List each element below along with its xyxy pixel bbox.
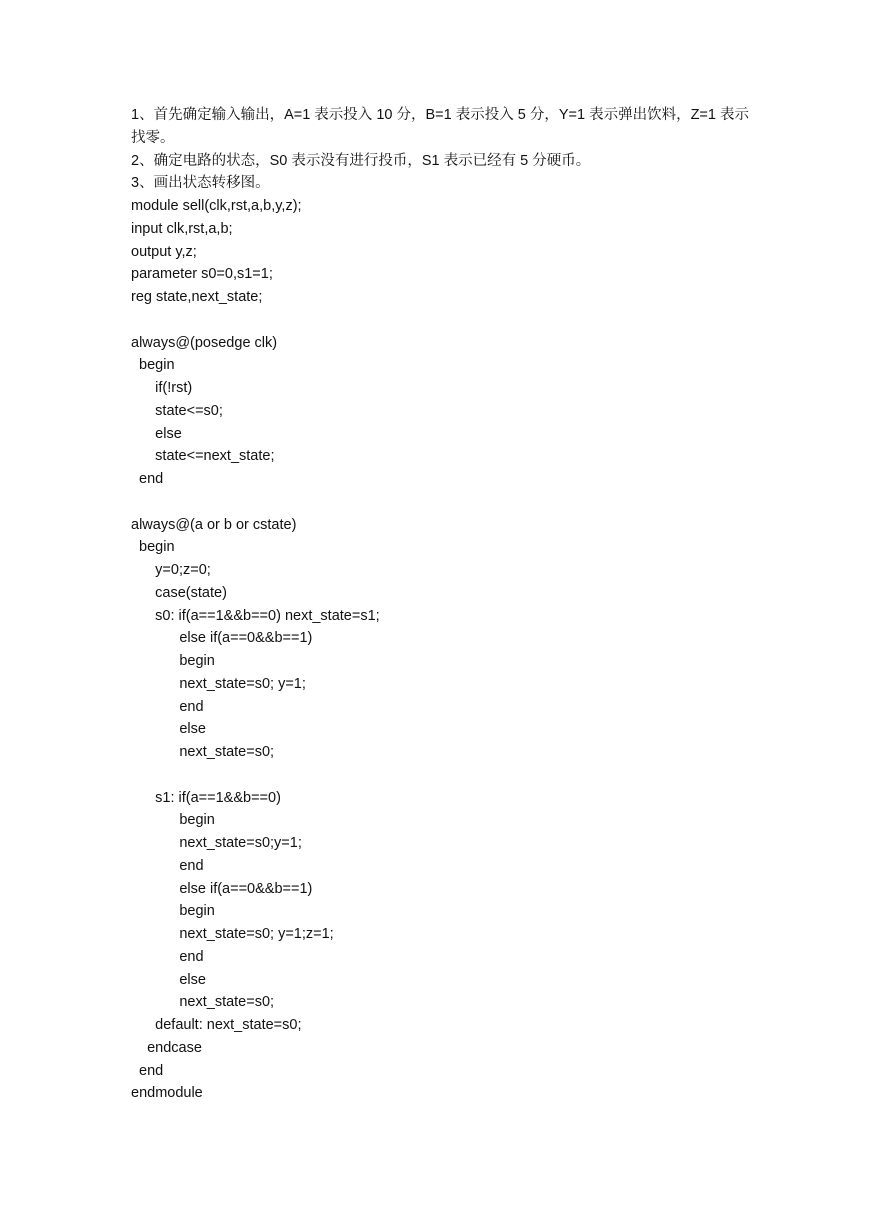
code-line: begin: [131, 812, 215, 829]
code-line: output y,z;: [131, 243, 197, 260]
code-line: endcase: [131, 1039, 202, 1056]
code-line: else if(a==0&&b==1): [131, 630, 313, 647]
note-line: 3、画出状态转移图。: [131, 175, 270, 192]
code-line: else if(a==0&&b==1): [131, 880, 313, 897]
code-line: endmodule: [131, 1085, 203, 1102]
code-line: input clk,rst,a,b;: [131, 220, 233, 237]
code-line: next_state=s0;y=1;: [131, 835, 302, 851]
code-line: s1: if(a==1&&b==0): [131, 789, 281, 806]
code-line: end: [131, 698, 204, 715]
code-line: end: [131, 1062, 164, 1079]
code-line: next_state=s0;: [131, 994, 275, 1011]
code-line: next_state=s0; y=1;: [131, 675, 306, 692]
code-line: reg state,next_state;: [131, 289, 263, 305]
code-line: if(!rst): [131, 380, 193, 396]
note-line: 2、确定电路的状态，S0 表示没有进行投币，S1 表示已经有 5 分硬币。: [131, 152, 591, 169]
code-line: state<=next_state;: [131, 448, 275, 465]
code-line: state<=s0;: [131, 402, 223, 419]
document-page: [131, 104, 751, 1105]
code-line: else: [131, 971, 206, 988]
code-line: next_state=s0; y=1;z=1;: [131, 926, 334, 942]
code-line: parameter s0=0,s1=1;: [131, 266, 273, 283]
code-line: y=0;z=0;: [131, 562, 211, 578]
code-line: next_state=s0;: [131, 744, 275, 760]
code-line: begin: [131, 357, 175, 374]
code-line: else: [131, 721, 206, 738]
code-line: [131, 309, 751, 332]
code-line: end: [131, 471, 164, 487]
code-line: s0: if(a==1&&b==0) next_state=s1;: [131, 607, 380, 624]
note-line: 1、首先确定输入输出，A=1 表示投入 10 分，B=1 表示投入 5 分，Y=1 表示弹出饮料，Z=1 表示找零。: [131, 107, 749, 146]
code-line: end: [131, 948, 204, 965]
code-line: begin: [131, 539, 175, 556]
code-line: [131, 764, 751, 787]
code-line: always@(a or b or cstate): [131, 516, 297, 533]
code-line: else: [131, 425, 182, 442]
code-line: begin: [131, 653, 215, 669]
code-line: begin: [131, 903, 215, 920]
code-line: [131, 491, 751, 514]
code-line: always@(posedge clk): [131, 334, 278, 351]
code-block: [131, 195, 751, 1105]
code-line: module sell(clk,rst,a,b,y,z);: [131, 198, 302, 214]
code-line: default: next_state=s0;: [131, 1017, 302, 1033]
code-line: end: [131, 857, 204, 874]
code-line: case(state): [131, 584, 227, 601]
